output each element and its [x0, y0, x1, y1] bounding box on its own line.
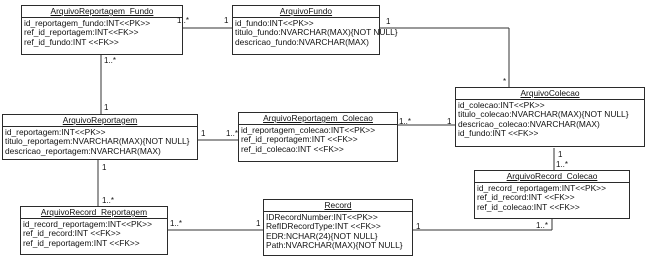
entity-attribute: Path:NVARCHAR(MAX){NOT NULL} [266, 240, 403, 251]
entity-attribute: id_record_reportagem:INT<<PK>> [23, 219, 152, 229]
entity-attribute: id_reportagem:INT<<PK>> [5, 127, 106, 137]
entity-attribute: ref_id_reportagem:INT <<FK>> [241, 134, 358, 145]
multiplicity-label: 1..* [102, 196, 115, 205]
multiplicity-label: 1..* [399, 117, 412, 126]
entity-attribute: IDRecordNumber:INT<<PK>> [266, 212, 378, 222]
entity-attribute: ref_id_reportagem:INT<<FK>> [24, 27, 139, 38]
multiplicity-label: 1..* [536, 221, 549, 230]
entity-attribute: id_fundo:INT <<FK>> [458, 128, 539, 139]
multiplicity-label: 1 [256, 219, 261, 228]
entity-attribute: ref_id_reportagem:INT <<FK>> [23, 237, 140, 248]
entity-attribute: id_record_reportagem:INT<<PK>> [477, 183, 606, 193]
entity-title: ArquivoReportagem_Colecao [239, 113, 397, 125]
entity-title: ArquivoRecord_Reportagem [21, 207, 167, 219]
entity-attribute: titulo_fundo:NVARCHAR(MAX){NOT NULL} [235, 27, 398, 38]
entity-arquivo-record-reportagem [20, 206, 168, 255]
entity-attribute: ref_id_colecao:INT <<FK>> [241, 143, 344, 154]
entity-attribute: ref_id_colecao:INT <<FK>> [477, 201, 580, 212]
entity-attribute: ref_id_record:INT <<FK>> [477, 192, 575, 203]
entity-arquivo-record-colecao [474, 170, 630, 219]
entity-title: Record [264, 200, 412, 212]
entity-arquivo-fundo [232, 5, 398, 55]
multiplicity-label: 1 [416, 222, 421, 231]
entity-attribute: id_fundo:INT<<PK>> [235, 18, 314, 28]
entity-attribute: EDR:NCHAR(24){NOT NULL} [266, 230, 378, 241]
multiplicity-label: 1 [102, 163, 107, 172]
entity-title: ArquivoFundo [233, 6, 379, 18]
multiplicity-label: 1 [201, 129, 206, 138]
entity-attribute: titulo_reportagem:NVARCHAR(MAX){NOT NULL} [5, 136, 190, 147]
entity-attribute: ref_id_record:INT <<FK>> [23, 228, 121, 239]
entity-arquivo-colecao [455, 87, 645, 147]
multiplicity-label: 1 [558, 150, 563, 159]
multiplicity-label: 1 [104, 103, 109, 112]
entity-arquivo-reportagem-fundo [21, 5, 183, 55]
multiplicity-label: 1..* [226, 129, 239, 138]
entity-title: ArquivoReportagem [3, 115, 197, 127]
entity-record [263, 199, 413, 256]
multiplicity-label: 1..* [556, 160, 569, 169]
multiplicity-label: 1..* [170, 219, 183, 228]
entity-arquivo-reportagem-colecao [238, 112, 398, 162]
entity-attribute: titulo_colecao:NVARCHAR(MAX){NOT NULL} [458, 109, 629, 120]
multiplicity-label: 1 [447, 117, 452, 126]
entity-attribute: id_reportagem_fundo:INT<<PK>> [24, 18, 151, 28]
entity-attribute: descricao_reportagem:NVARCHAR(MAX) [5, 145, 161, 156]
entity-attribute: id_colecao:INT<<PK>> [458, 100, 545, 110]
multiplicity-label: 1..* [177, 16, 190, 25]
entity-attribute: id_reportagem_colecao:INT<<PK>> [241, 125, 376, 135]
multiplicity-label: 1 [386, 17, 391, 26]
entity-attribute: RefIDRecordType:INT <<FK>> [266, 221, 381, 232]
entity-title: ArquivoReportagem_Fundo [22, 6, 182, 18]
entity-attribute: descricao_colecao:NVARCHAR(MAX) [458, 118, 600, 129]
multiplicity-label: 1..* [104, 56, 117, 65]
entity-arquivo-reportagem [2, 114, 198, 160]
entity-title: ArquivoRecord_Colecao [475, 171, 629, 183]
entity-attribute: descricao_fundo:NVARCHAR(MAX) [235, 36, 369, 47]
multiplicity-label: * [503, 77, 507, 86]
multiplicity-label: 1 [224, 16, 229, 25]
entity-title: ArquivoColecao [456, 88, 644, 100]
entity-attribute: ref_id_fundo:INT <<FK>> [24, 36, 119, 47]
